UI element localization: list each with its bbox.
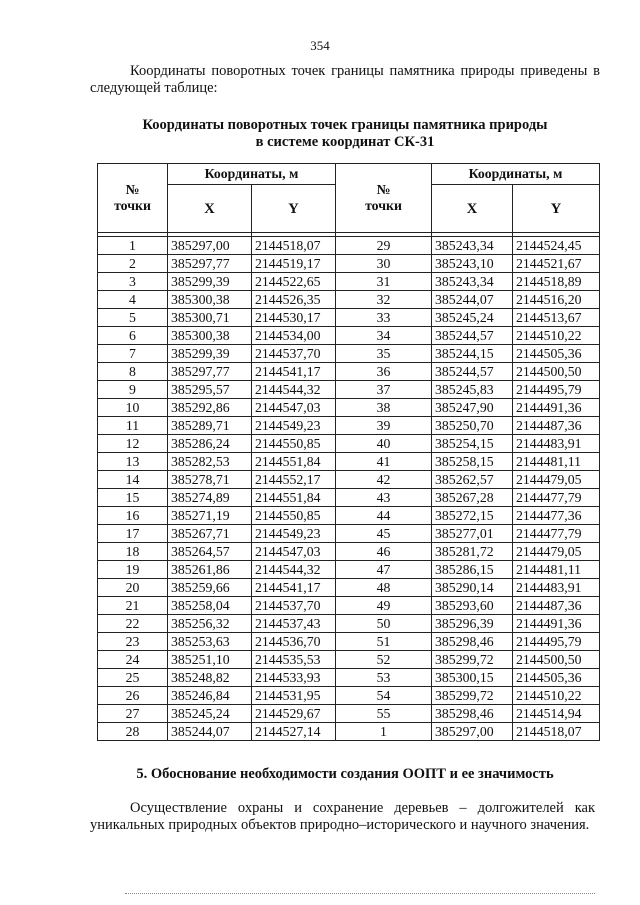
y-coordinate-cell: 2144521,67 xyxy=(513,255,600,273)
point-number-cell: 39 xyxy=(336,417,432,435)
header-point-number-left xyxy=(98,164,168,233)
x-coordinate-cell: 385295,57 xyxy=(168,381,252,399)
point-number-cell: 35 xyxy=(336,345,432,363)
x-coordinate-cell: 385300,38 xyxy=(168,327,252,345)
table-row xyxy=(98,489,600,507)
point-number-cell: 37 xyxy=(336,381,432,399)
point-number-cell: 40 xyxy=(336,435,432,453)
y-coordinate-cell: 2144518,89 xyxy=(513,273,600,291)
y-coordinate-cell: 2144481,11 xyxy=(513,453,600,471)
coordinates-table-body xyxy=(98,237,600,741)
header-x-right: X xyxy=(432,185,513,233)
table-title-line-1: Координаты поворотных точек границы памятника природы xyxy=(142,117,548,133)
point-number-cell: 1 xyxy=(336,723,432,741)
x-coordinate-cell: 385296,39 xyxy=(432,615,513,633)
x-coordinate-cell: 385286,15 xyxy=(432,561,513,579)
x-coordinate-cell: 385298,46 xyxy=(432,705,513,723)
x-coordinate-cell: 385253,63 xyxy=(168,633,252,651)
point-number-cell: 51 xyxy=(336,633,432,651)
point-number-cell: 9 xyxy=(98,381,168,399)
x-coordinate-cell: 385289,71 xyxy=(168,417,252,435)
x-coordinate-cell: 385243,34 xyxy=(432,273,513,291)
table-row xyxy=(98,237,600,255)
y-coordinate-cell: 2144516,20 xyxy=(513,291,600,309)
y-coordinate-cell: 2144537,70 xyxy=(252,597,336,615)
point-number-cell: 13 xyxy=(98,453,168,471)
y-coordinate-cell: 2144477,79 xyxy=(513,525,600,543)
point-number-cell: 8 xyxy=(98,363,168,381)
y-coordinate-cell: 2144530,17 xyxy=(252,309,336,327)
table-row xyxy=(98,399,600,417)
x-coordinate-cell: 385251,10 xyxy=(168,651,252,669)
point-number-cell: 2 xyxy=(98,255,168,273)
point-number-cell: 44 xyxy=(336,507,432,525)
x-coordinate-cell: 385247,90 xyxy=(432,399,513,417)
header-x-left: X xyxy=(168,185,252,233)
point-number-cell: 26 xyxy=(98,687,168,705)
y-coordinate-cell: 2144518,07 xyxy=(513,723,600,741)
table-row xyxy=(98,309,600,327)
x-coordinate-cell: 385244,07 xyxy=(168,723,252,741)
point-number-cell: 45 xyxy=(336,525,432,543)
header-no-sign: № xyxy=(376,182,391,197)
y-coordinate-cell: 2144519,17 xyxy=(252,255,336,273)
intro-paragraph: Координаты поворотных точек границы памятника природы приведены в следующей таблице: xyxy=(90,63,600,96)
y-coordinate-cell: 2144524,45 xyxy=(513,237,600,255)
point-number-cell: 28 xyxy=(98,723,168,741)
point-number-cell: 23 xyxy=(98,633,168,651)
y-coordinate-cell: 2144547,03 xyxy=(252,399,336,417)
x-coordinate-cell: 385245,24 xyxy=(432,309,513,327)
table-row xyxy=(98,417,600,435)
table-row xyxy=(98,345,600,363)
y-coordinate-cell: 2144549,23 xyxy=(252,525,336,543)
x-coordinate-cell: 385271,19 xyxy=(168,507,252,525)
x-coordinate-cell: 385300,71 xyxy=(168,309,252,327)
point-number-cell: 32 xyxy=(336,291,432,309)
point-number-cell: 34 xyxy=(336,327,432,345)
y-coordinate-cell: 2144535,53 xyxy=(252,651,336,669)
point-number-cell: 19 xyxy=(98,561,168,579)
table-row xyxy=(98,381,600,399)
y-coordinate-cell: 2144534,00 xyxy=(252,327,336,345)
point-number-cell: 29 xyxy=(336,237,432,255)
table-title-line-2: в системе координат СК-31 xyxy=(255,134,435,150)
point-number-cell: 4 xyxy=(98,291,168,309)
y-coordinate-cell: 2144483,91 xyxy=(513,579,600,597)
y-coordinate-cell: 2144550,85 xyxy=(252,507,336,525)
point-number-cell: 30 xyxy=(336,255,432,273)
header-y-right: Y xyxy=(513,185,600,233)
point-number-cell: 12 xyxy=(98,435,168,453)
y-coordinate-cell: 2144537,43 xyxy=(252,615,336,633)
x-coordinate-cell: 385299,72 xyxy=(432,651,513,669)
y-coordinate-cell: 2144518,07 xyxy=(252,237,336,255)
x-coordinate-cell: 385274,89 xyxy=(168,489,252,507)
y-coordinate-cell: 2144481,11 xyxy=(513,561,600,579)
table-row xyxy=(98,255,600,273)
y-coordinate-cell: 2144479,05 xyxy=(513,471,600,489)
x-coordinate-cell: 385278,71 xyxy=(168,471,252,489)
point-number-cell: 6 xyxy=(98,327,168,345)
table-row xyxy=(98,327,600,345)
table-row xyxy=(98,687,600,705)
y-coordinate-cell: 2144552,17 xyxy=(252,471,336,489)
table-row xyxy=(98,453,600,471)
x-coordinate-cell: 385300,15 xyxy=(432,669,513,687)
point-number-cell: 27 xyxy=(98,705,168,723)
x-coordinate-cell: 385248,82 xyxy=(168,669,252,687)
x-coordinate-cell: 385258,04 xyxy=(168,597,252,615)
y-coordinate-cell: 2144483,91 xyxy=(513,435,600,453)
x-coordinate-cell: 385297,00 xyxy=(432,723,513,741)
table-row xyxy=(98,597,600,615)
table-row xyxy=(98,507,600,525)
y-coordinate-cell: 2144541,17 xyxy=(252,579,336,597)
x-coordinate-cell: 385297,77 xyxy=(168,363,252,381)
y-coordinate-cell: 2144549,23 xyxy=(252,417,336,435)
y-coordinate-cell: 2144541,17 xyxy=(252,363,336,381)
y-coordinate-cell: 2144500,50 xyxy=(513,651,600,669)
y-coordinate-cell: 2144513,67 xyxy=(513,309,600,327)
y-coordinate-cell: 2144495,79 xyxy=(513,381,600,399)
point-number-cell: 42 xyxy=(336,471,432,489)
point-number-cell: 15 xyxy=(98,489,168,507)
point-number-cell: 14 xyxy=(98,471,168,489)
y-coordinate-cell: 2144477,79 xyxy=(513,489,600,507)
x-coordinate-cell: 385261,86 xyxy=(168,561,252,579)
table-row xyxy=(98,543,600,561)
y-coordinate-cell: 2144491,36 xyxy=(513,615,600,633)
x-coordinate-cell: 385258,15 xyxy=(432,453,513,471)
x-coordinate-cell: 385244,57 xyxy=(432,327,513,345)
y-coordinate-cell: 2144547,03 xyxy=(252,543,336,561)
point-number-cell: 21 xyxy=(98,597,168,615)
coordinates-table xyxy=(97,163,600,741)
x-coordinate-cell: 385259,66 xyxy=(168,579,252,597)
point-number-cell: 53 xyxy=(336,669,432,687)
point-number-cell: 17 xyxy=(98,525,168,543)
x-coordinate-cell: 385272,15 xyxy=(432,507,513,525)
section-heading: 5. Обоснование необходимости создания ООПТ и ее значимость xyxy=(136,766,554,782)
point-number-cell: 36 xyxy=(336,363,432,381)
x-coordinate-cell: 385244,57 xyxy=(432,363,513,381)
point-number-cell: 7 xyxy=(98,345,168,363)
x-coordinate-cell: 385264,57 xyxy=(168,543,252,561)
point-number-cell: 25 xyxy=(98,669,168,687)
y-coordinate-cell: 2144551,84 xyxy=(252,489,336,507)
y-coordinate-cell: 2144505,36 xyxy=(513,669,600,687)
x-coordinate-cell: 385245,24 xyxy=(168,705,252,723)
x-coordinate-cell: 385293,60 xyxy=(432,597,513,615)
x-coordinate-cell: 385292,86 xyxy=(168,399,252,417)
y-coordinate-cell: 2144527,14 xyxy=(252,723,336,741)
table-row xyxy=(98,435,600,453)
table-row xyxy=(98,291,600,309)
y-coordinate-cell: 2144522,65 xyxy=(252,273,336,291)
point-number-cell: 10 xyxy=(98,399,168,417)
table-row xyxy=(98,615,600,633)
footer-dotted-line xyxy=(125,893,595,894)
x-coordinate-cell: 385300,38 xyxy=(168,291,252,309)
point-number-cell: 1 xyxy=(98,237,168,255)
x-coordinate-cell: 385250,70 xyxy=(432,417,513,435)
x-coordinate-cell: 385246,84 xyxy=(168,687,252,705)
x-coordinate-cell: 385256,32 xyxy=(168,615,252,633)
table-row xyxy=(98,273,600,291)
y-coordinate-cell: 2144531,95 xyxy=(252,687,336,705)
point-number-cell: 38 xyxy=(336,399,432,417)
x-coordinate-cell: 385254,15 xyxy=(432,435,513,453)
point-number-cell: 52 xyxy=(336,651,432,669)
y-coordinate-cell: 2144505,36 xyxy=(513,345,600,363)
header-coordinates-right: Координаты, м xyxy=(432,164,600,185)
point-number-cell: 55 xyxy=(336,705,432,723)
x-coordinate-cell: 385297,00 xyxy=(168,237,252,255)
y-coordinate-cell: 2144544,32 xyxy=(252,381,336,399)
header-no-word: точки xyxy=(365,198,402,213)
point-number-cell: 31 xyxy=(336,273,432,291)
x-coordinate-cell: 385267,71 xyxy=(168,525,252,543)
point-number-cell: 50 xyxy=(336,615,432,633)
x-coordinate-cell: 385277,01 xyxy=(432,525,513,543)
point-number-cell: 49 xyxy=(336,597,432,615)
table-row xyxy=(98,363,600,381)
y-coordinate-cell: 2144495,79 xyxy=(513,633,600,651)
header-coordinates-left: Координаты, м xyxy=(168,164,336,185)
x-coordinate-cell: 385299,39 xyxy=(168,273,252,291)
x-coordinate-cell: 385281,72 xyxy=(432,543,513,561)
point-number-cell: 48 xyxy=(336,579,432,597)
table-row xyxy=(98,561,600,579)
header-no-sign: № xyxy=(125,182,140,197)
x-coordinate-cell: 385262,57 xyxy=(432,471,513,489)
table-row xyxy=(98,633,600,651)
header-point-number-right xyxy=(336,164,432,233)
y-coordinate-cell: 2144551,84 xyxy=(252,453,336,471)
y-coordinate-cell: 2144529,67 xyxy=(252,705,336,723)
y-coordinate-cell: 2144537,70 xyxy=(252,345,336,363)
point-number-cell: 16 xyxy=(98,507,168,525)
point-number-cell: 3 xyxy=(98,273,168,291)
x-coordinate-cell: 385297,77 xyxy=(168,255,252,273)
point-number-cell: 43 xyxy=(336,489,432,507)
y-coordinate-cell: 2144477,36 xyxy=(513,507,600,525)
point-number-cell: 46 xyxy=(336,543,432,561)
x-coordinate-cell: 385243,10 xyxy=(432,255,513,273)
x-coordinate-cell: 385299,72 xyxy=(432,687,513,705)
x-coordinate-cell: 385267,28 xyxy=(432,489,513,507)
point-number-cell: 33 xyxy=(336,309,432,327)
point-number-cell: 47 xyxy=(336,561,432,579)
y-coordinate-cell: 2144550,85 xyxy=(252,435,336,453)
y-coordinate-cell: 2144533,93 xyxy=(252,669,336,687)
table-row xyxy=(98,525,600,543)
point-number-cell: 54 xyxy=(336,687,432,705)
x-coordinate-cell: 385243,34 xyxy=(432,237,513,255)
point-number-cell: 18 xyxy=(98,543,168,561)
point-number-cell: 24 xyxy=(98,651,168,669)
x-coordinate-cell: 385244,07 xyxy=(432,291,513,309)
header-no-word: точки xyxy=(114,198,151,213)
point-number-cell: 41 xyxy=(336,453,432,471)
table-row xyxy=(98,579,600,597)
point-number-cell: 20 xyxy=(98,579,168,597)
table-row xyxy=(98,723,600,741)
closing-paragraph: Осуществление охраны и сохранение деревьев – долгожителей как уникальных природных объектов природно–исторического и научного значения. xyxy=(90,800,595,833)
y-coordinate-cell: 2144479,05 xyxy=(513,543,600,561)
point-number-cell: 22 xyxy=(98,615,168,633)
y-coordinate-cell: 2144514,94 xyxy=(513,705,600,723)
x-coordinate-cell: 385299,39 xyxy=(168,345,252,363)
header-y-left: Y xyxy=(252,185,336,233)
point-number-cell: 11 xyxy=(98,417,168,435)
x-coordinate-cell: 385286,24 xyxy=(168,435,252,453)
y-coordinate-cell: 2144500,50 xyxy=(513,363,600,381)
x-coordinate-cell: 385298,46 xyxy=(432,633,513,651)
table-row xyxy=(98,471,600,489)
page-number: 354 xyxy=(310,38,330,53)
table-row xyxy=(98,651,600,669)
x-coordinate-cell: 385245,83 xyxy=(432,381,513,399)
y-coordinate-cell: 2144491,36 xyxy=(513,399,600,417)
y-coordinate-cell: 2144487,36 xyxy=(513,597,600,615)
y-coordinate-cell: 2144526,35 xyxy=(252,291,336,309)
x-coordinate-cell: 385282,53 xyxy=(168,453,252,471)
y-coordinate-cell: 2144487,36 xyxy=(513,417,600,435)
table-row xyxy=(98,669,600,687)
x-coordinate-cell: 385244,15 xyxy=(432,345,513,363)
y-coordinate-cell: 2144510,22 xyxy=(513,687,600,705)
y-coordinate-cell: 2144544,32 xyxy=(252,561,336,579)
table-row xyxy=(98,705,600,723)
x-coordinate-cell: 385290,14 xyxy=(432,579,513,597)
y-coordinate-cell: 2144536,70 xyxy=(252,633,336,651)
y-coordinate-cell: 2144510,22 xyxy=(513,327,600,345)
point-number-cell: 5 xyxy=(98,309,168,327)
table-title xyxy=(90,117,600,151)
